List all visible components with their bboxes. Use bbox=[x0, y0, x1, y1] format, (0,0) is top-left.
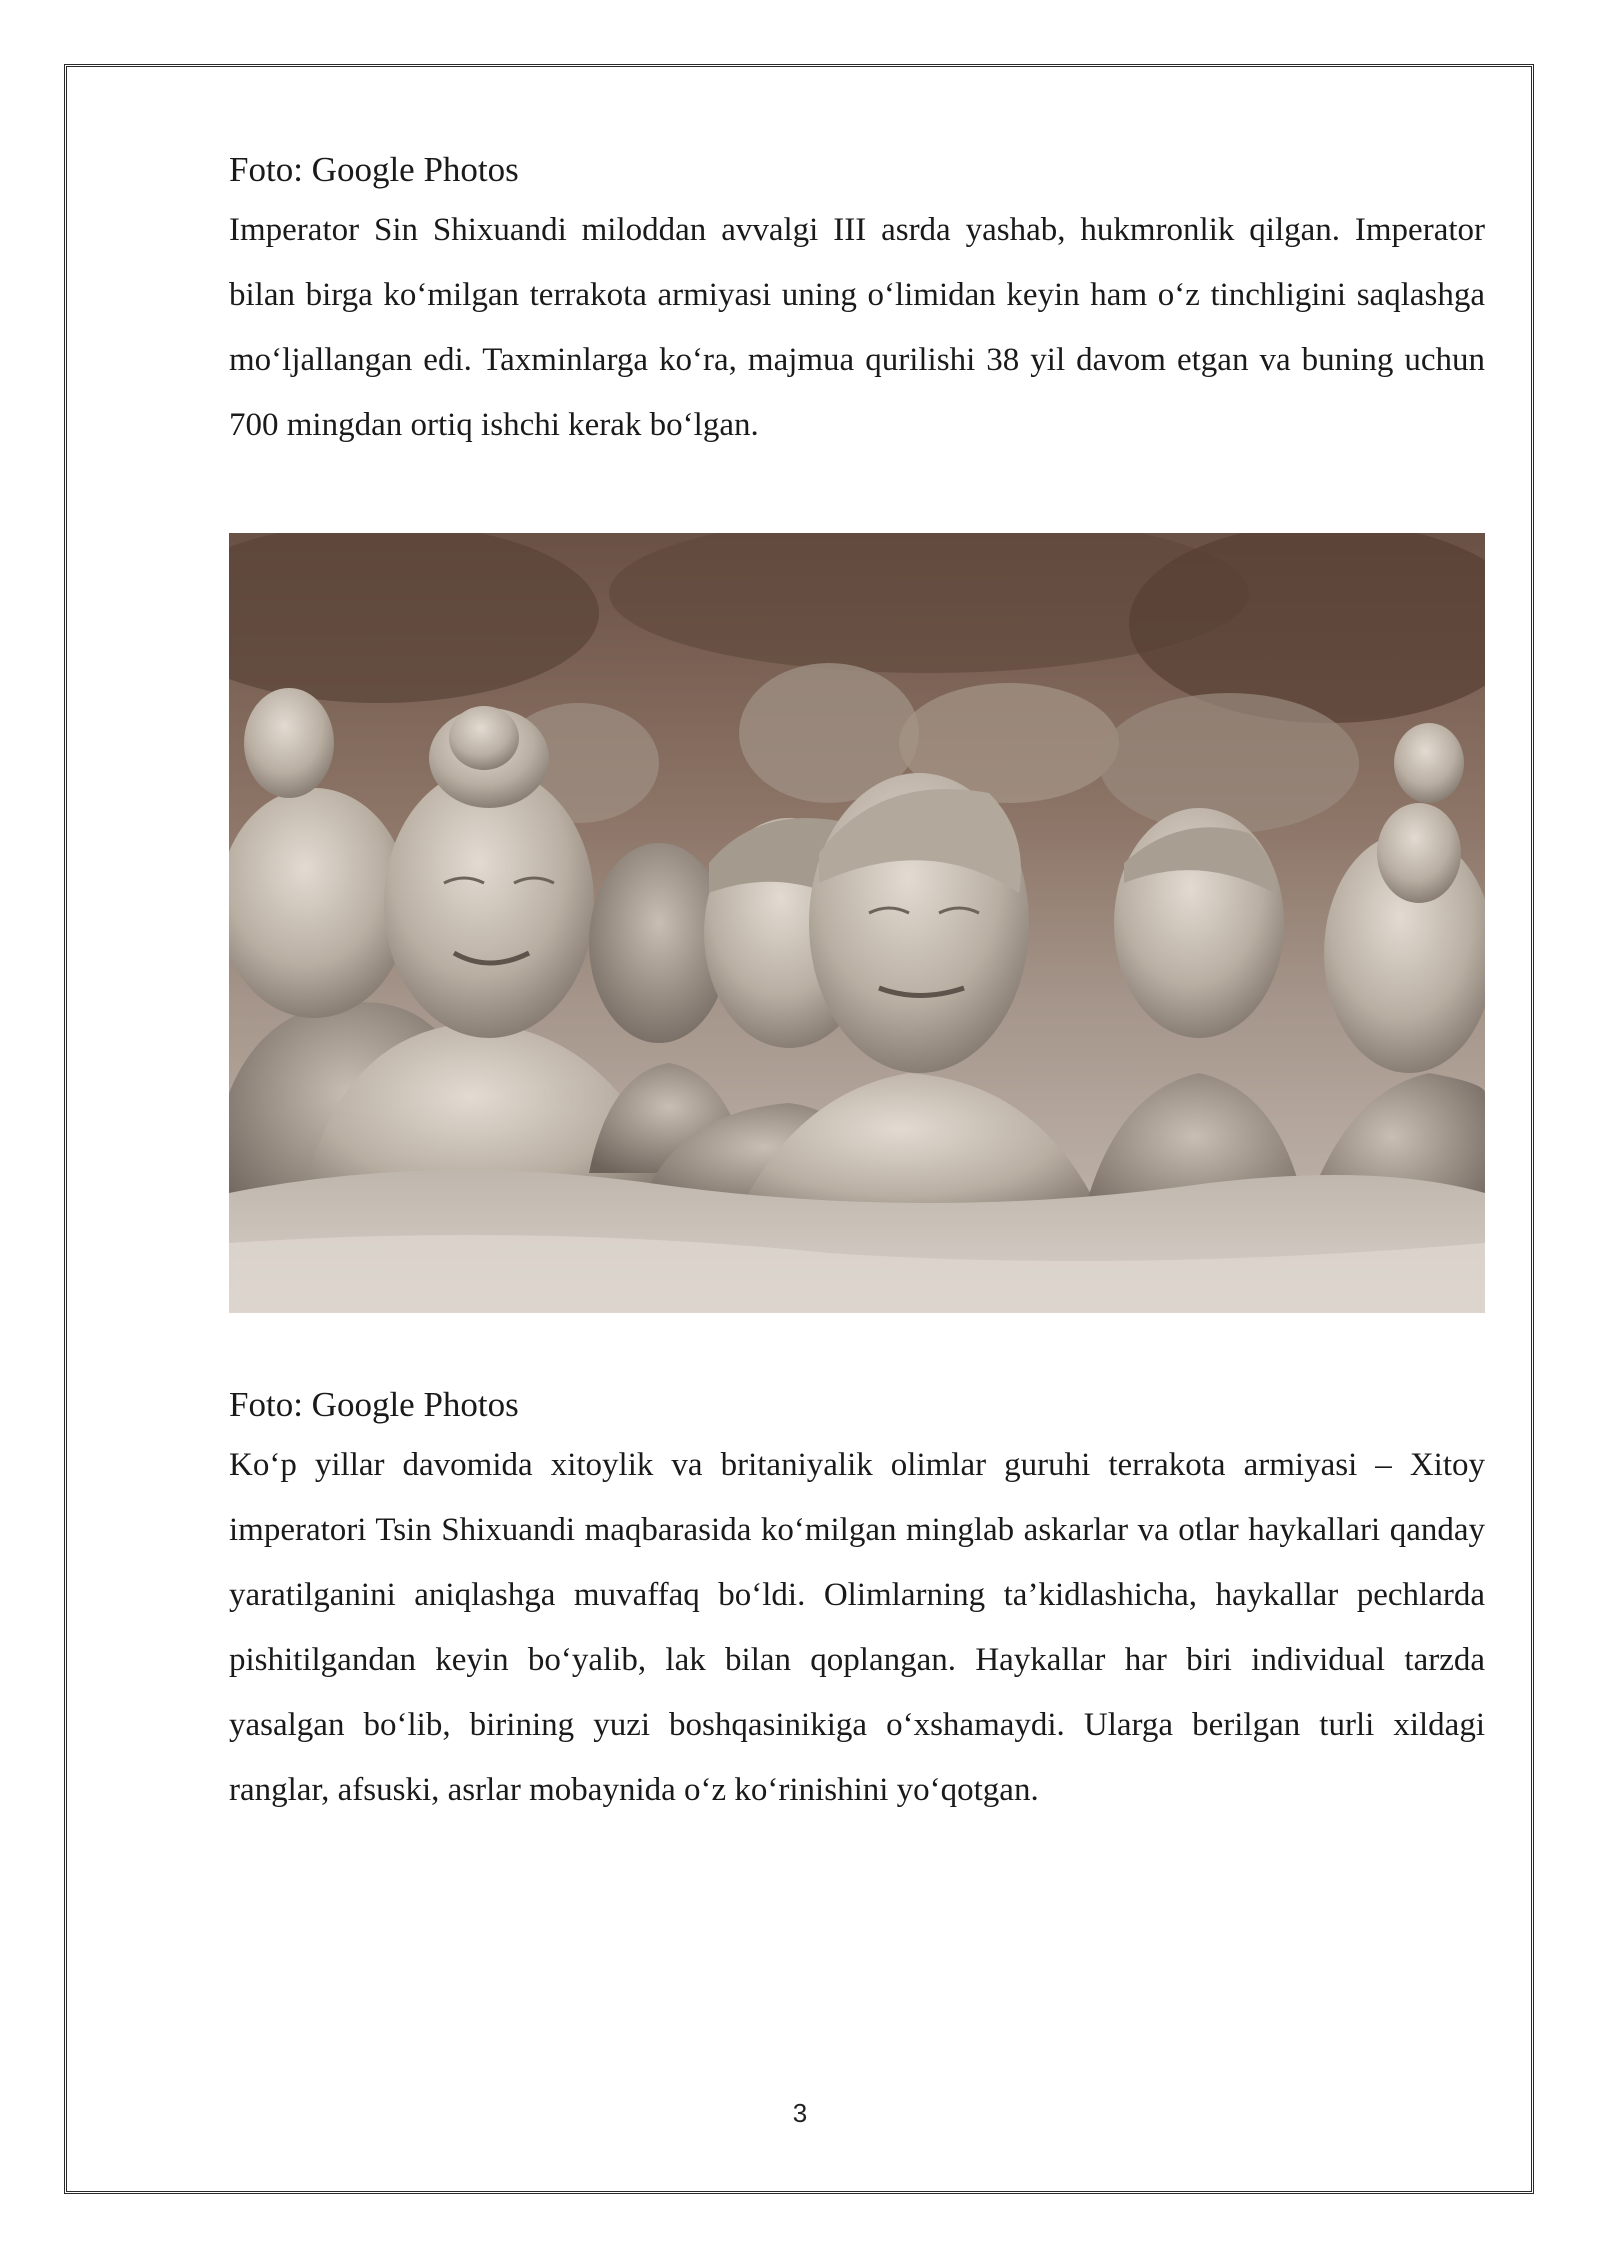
page-number: 3 bbox=[792, 2098, 808, 2128]
section-2 bbox=[229, 1385, 1485, 1823]
terracotta-army-photo bbox=[229, 533, 1485, 1313]
photo-caption-1: Foto: Google Photos bbox=[229, 150, 519, 189]
section-1 bbox=[229, 150, 1485, 458]
paragraph-1: Imperator Sin Shixuandi miloddan avvalgi III asrda yashab, hukmronlik qilgan. Imperator bilan birga ko‘milgan terrakota armiyasi uning o‘limidan keyin ham o‘z tinchligini saqlashga mo‘ljallangan edi. Taxminlarga ko‘ra, majmua qurilishi 38 yil davom etgan va buning uchun 700 mingdan ortiq ishchi kerak bo‘lgan. bbox=[229, 212, 1485, 443]
photo-caption-2: Foto: Google Photos bbox=[229, 1385, 519, 1424]
paragraph-2: Ko‘p yillar davomida xitoylik va britaniyalik olimlar guruhi terrakota armiyasi – Xitoy imperatori Tsin Shixuandi maqbarasida ko‘milgan minglab askarlar va otlar haykallari qanday yaratilganini aniqlashga muvaffaq bo‘ldi. Olimlarning ta’kidlashicha, haykallar pechlarda pishitilgandan keyin bo‘yalib, lak bilan qoplangan. Haykallar har biri individual tarzda yasalgan bo‘lib, birining yuzi boshqasinikiga o‘xshamaydi. Ularga berilgan turli xildagi ranglar, afsuski, asrlar mobaynida o‘z ko‘rinishini yo‘qotgan. bbox=[229, 1447, 1485, 1808]
